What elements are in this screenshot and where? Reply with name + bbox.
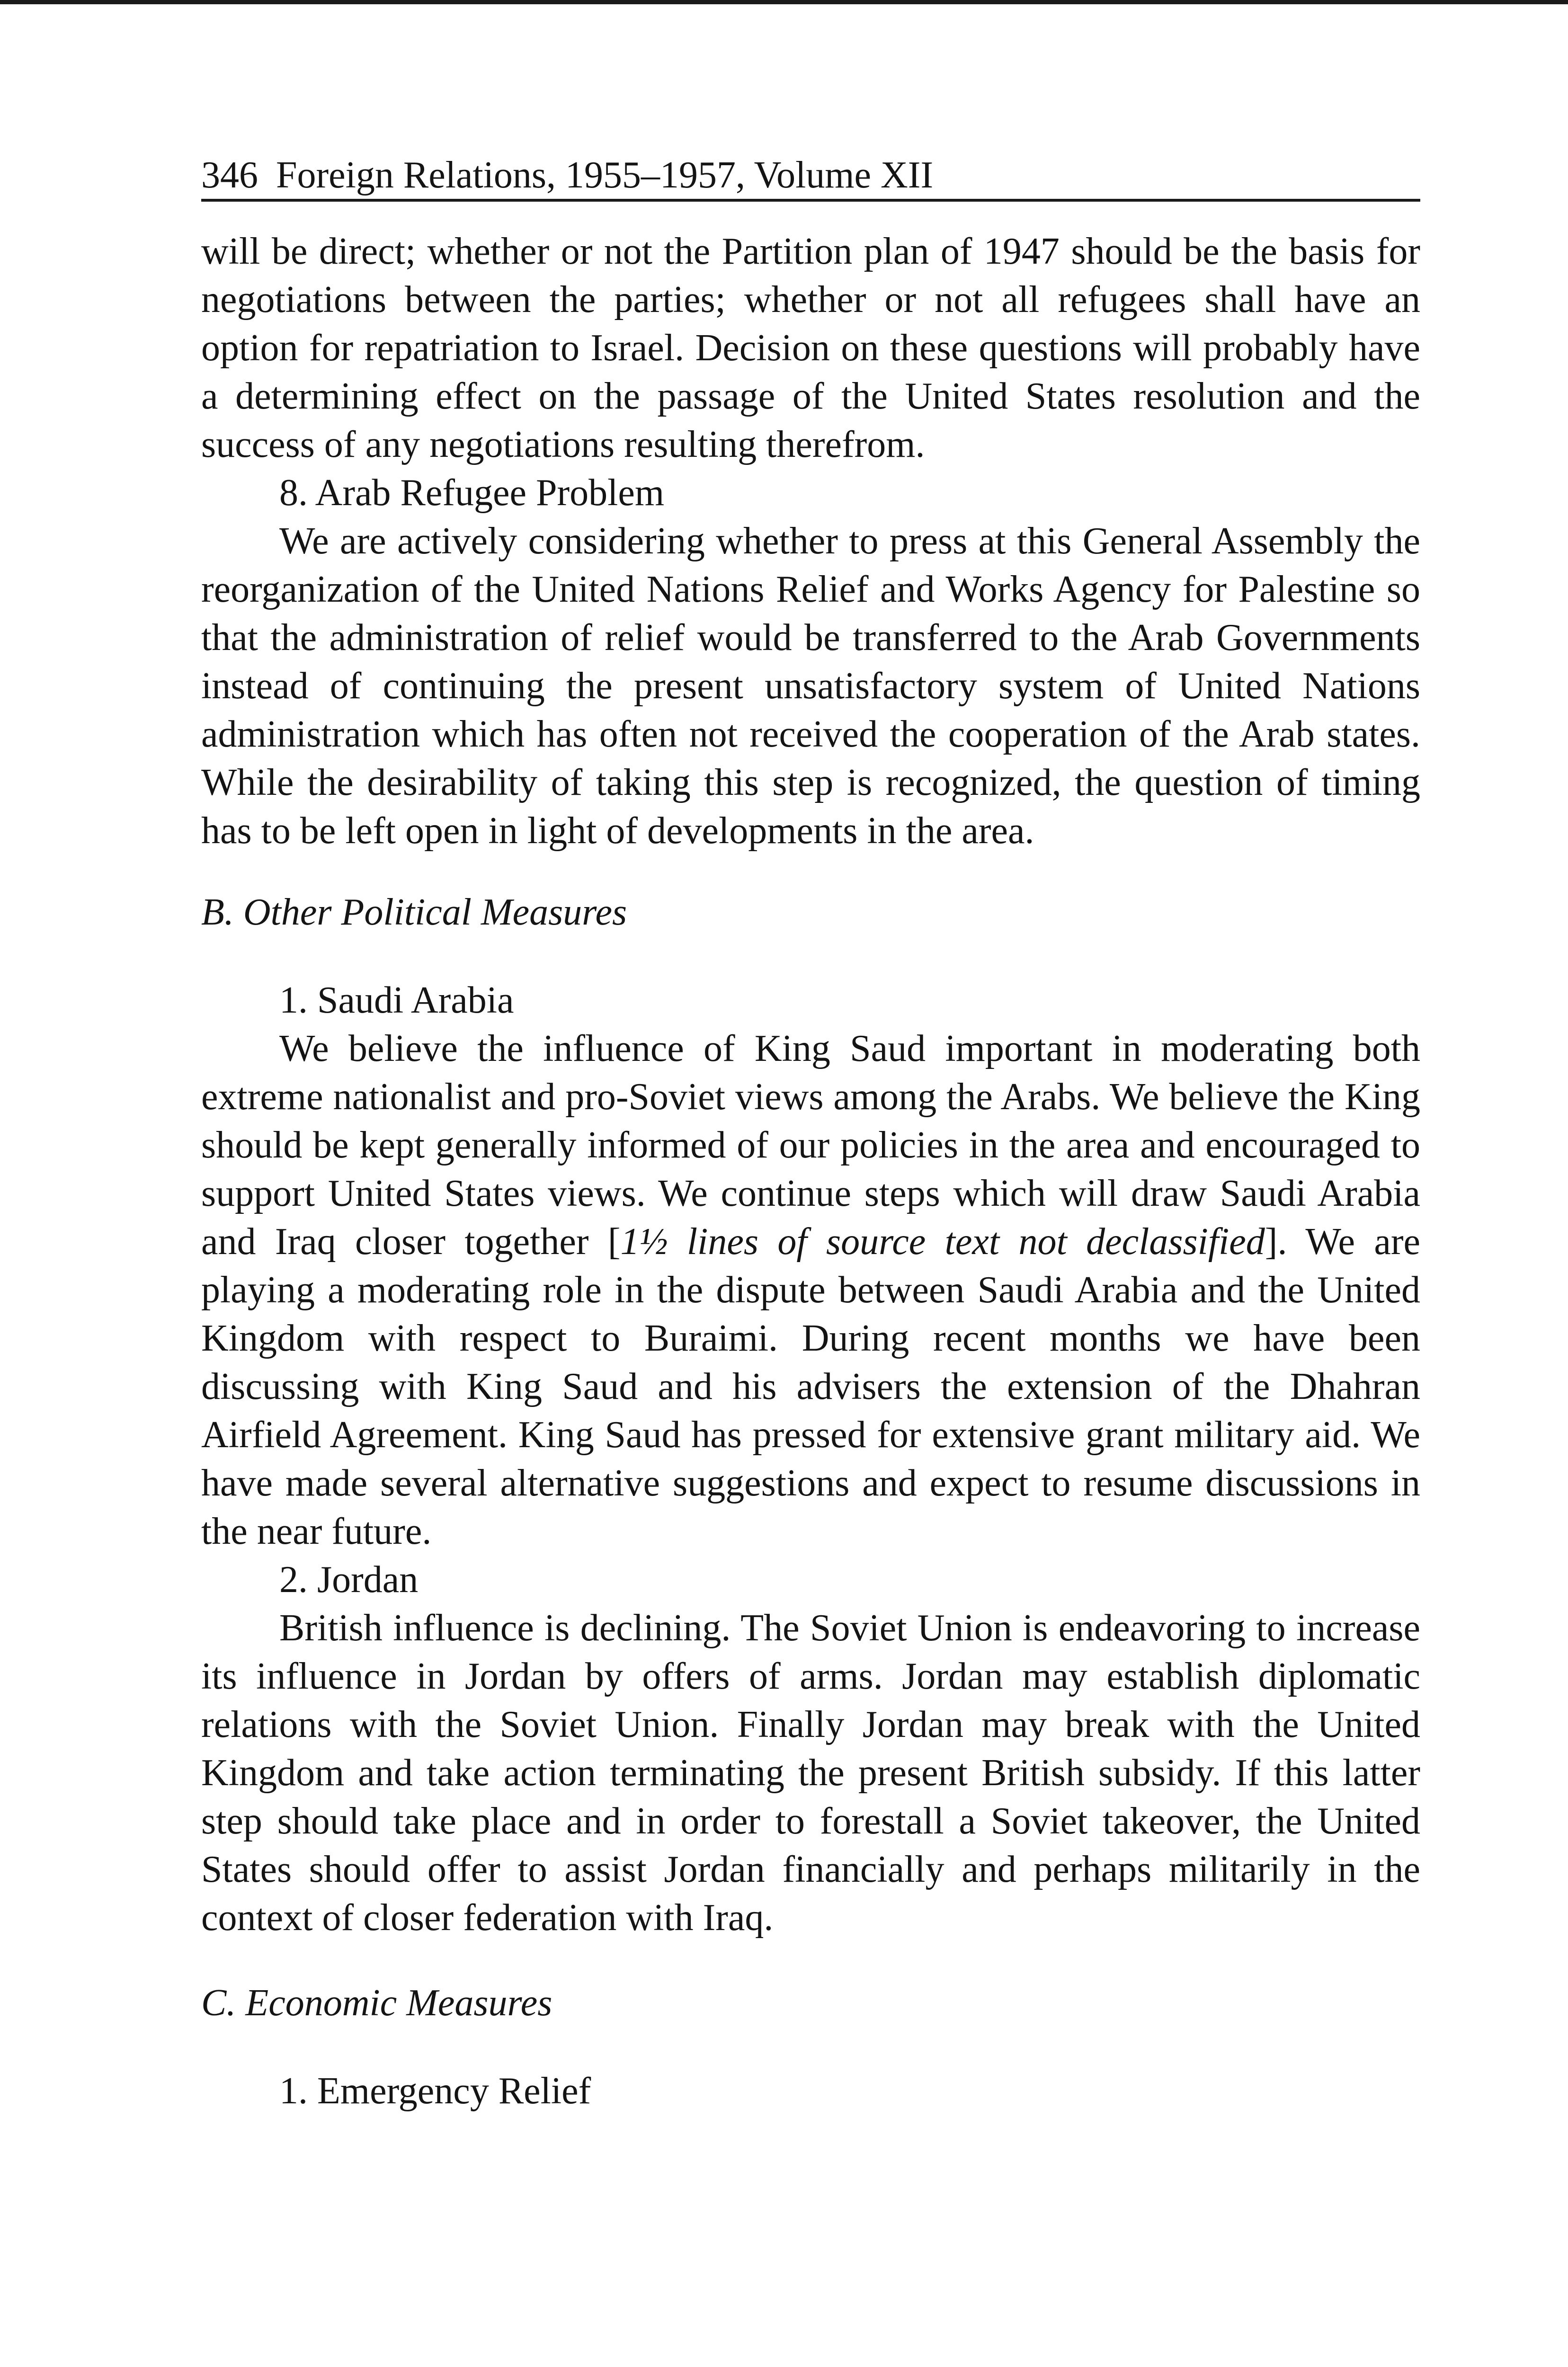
section-c-heading: C. Economic Measures [201, 1982, 552, 2024]
saudi-arabia-heading: 1. Saudi Arabia [279, 979, 514, 1021]
jordan-heading: 2. Jordan [279, 1559, 419, 1601]
top-edge-rule [0, 0, 1568, 4]
saudi-arabia-paragraph [201, 1024, 1420, 1556]
arab-refugee-paragraph: We are actively considering whether to press at this General Assembly the reorganization of the United Nations Relief and Works Agency for Palestine so that the administration of relief would be transferred to the Arab Governments instead of continuing the present unsatisfactory system of United Nations administration which has often not received the cooperation of the Arab states. While the desirability of taking this step is recognized, the question of timing has to be left open in light of developments in the area. [201, 520, 1420, 852]
document-page [201, 151, 1420, 2115]
running-header [201, 151, 1420, 202]
volume-title: Foreign Relations, 1955–1957, Volume XII [276, 154, 934, 196]
page-body [201, 227, 1420, 2115]
saudi-text-part-1: We believe the influence of King Saud important in moderating both extreme nationalist and pro-Soviet views among the Arabs. We believe the King should be kept generally informed of our policies in the area and encouraged to support United States views. We continue steps which will draw Saudi Arabia and Iraq closer together [ [201, 1028, 1420, 1263]
emergency-relief-heading: 1. Emergency Relief [279, 2070, 591, 2112]
declassification-note: 1½ lines of source text not declassified [620, 1221, 1265, 1263]
continuation-paragraph: will be direct; whether or not the Partition plan of 1947 should be the basis for negotiations between the parties; whether or not all refugees shall have an option for repatriation to Israel. Decision on these questions will probably have a determining effect on the passage of the United States resolution and the success of any negotiations resulting therefrom. [201, 231, 1420, 465]
saudi-text-part-2: ]. We are playing a moderating role in the dispute between Saudi Arabia and the United Kingdom with respect to Buraimi. During recent months we have been discussing with King Saud and his advisers the extension of the Dhahran Airfield Agreement. King Saud has pressed for extensive grant military aid. We have made several alternative suggestions and expect to resume discussions in the near future. [201, 1221, 1420, 1552]
item-8-heading: 8. Arab Refugee Problem [279, 472, 665, 514]
page-number: 346 [201, 154, 258, 196]
section-b-heading: B. Other Political Measures [201, 891, 627, 933]
jordan-paragraph: British influence is declining. The Soviet Union is endeavoring to increase its influence in Jordan by offers of arms. Jordan may establish diplomatic relations with the Soviet Union. Finally Jordan may break with the United Kingdom and take action terminating the present British subsidy. If this latter step should take place and in order to forestall a Soviet takeover, the United States should offer to assist Jordan financially and perhaps militarily in the context of closer federation with Iraq. [201, 1607, 1420, 1939]
